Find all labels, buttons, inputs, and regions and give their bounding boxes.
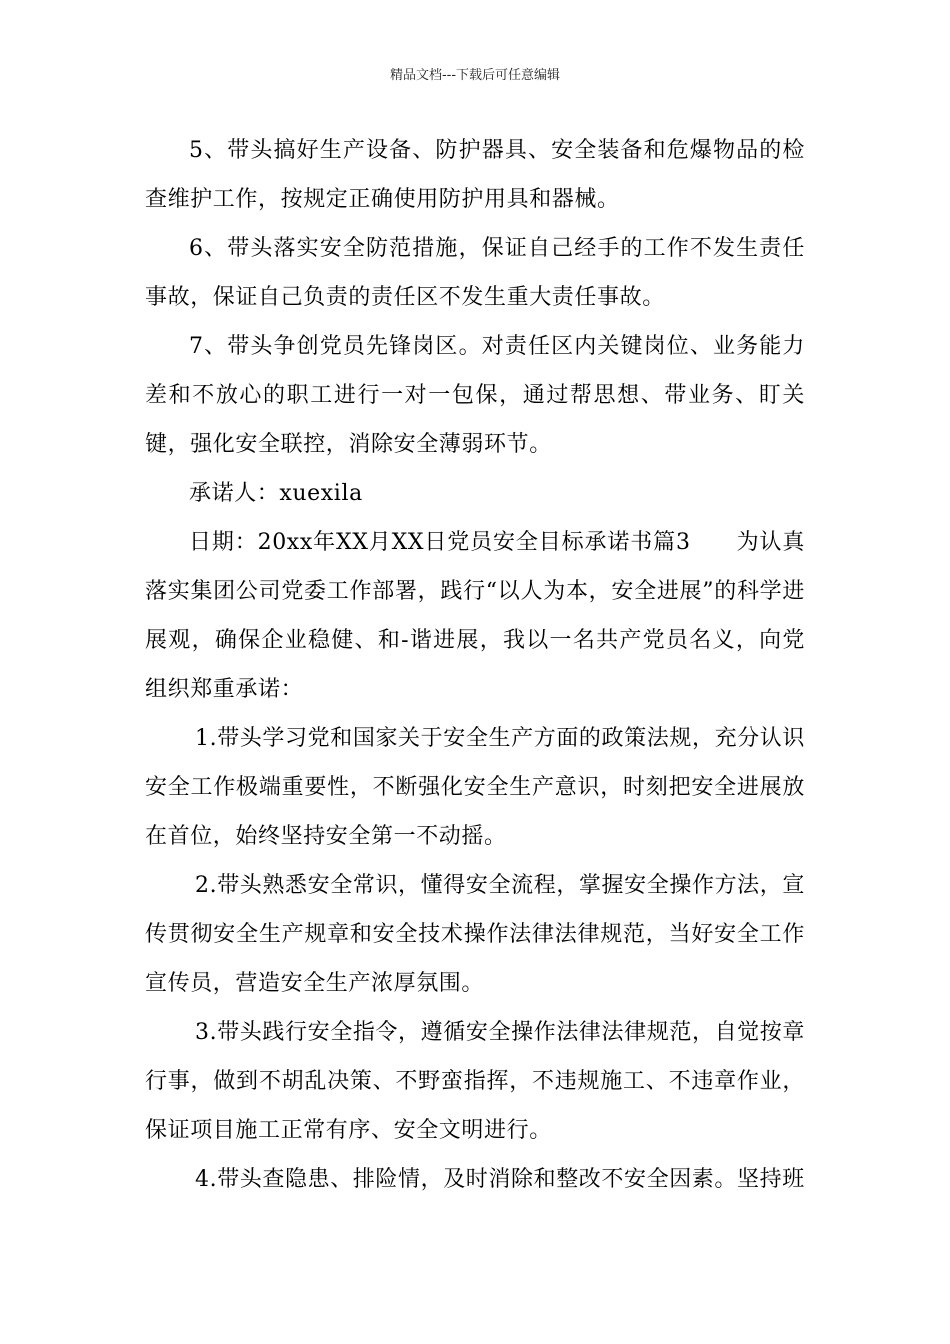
paragraph: 3.带头践行安全指令，遵循安全操作法律法律规范，自觉按章行事，做到不胡乱决策、不野蛮指挥，不违规施工、不违章作业，保证项目施工正常有序、安全文明进行。	[145, 1020, 805, 1143]
paragraph: 6、带头落实安全防范措施，保证自己经手的工作不发生责任事故，保证自己负责的责任区不发生重大责任事故。	[145, 236, 805, 310]
paragraph: 1.带头学习党和国家关于安全生产方面的政策法规，充分认识安全工作极端重要性，不断强化安全生产意识，时刻把安全进展放在首位，始终坚持安全第一不动摇。	[145, 726, 805, 849]
paragraph: 4.带头查隐患、排险情，及时消除和整改不安全因素。坚持班	[195, 1167, 805, 1192]
page-header: 精品文档---下载后可任意编辑	[389, 68, 561, 83]
paragraph: 7、带头争创党员先锋岗区。对责任区内关键岗位、业务能力差和不放心的职工进行一对一包保，通过帮思想、带业务、盯关键，强化安全联控，消除安全薄弱环节。	[145, 334, 805, 457]
paragraph: 日期：20xx年XX月XX日党员安全目标承诺书篇3 为认真落实集团公司党委工作部署，践行“以人为本，安全进展”的科学进展观，确保企业稳健、和-谐进展，我以一名共产党员名义，向党组织郑重承诺：	[145, 530, 805, 702]
paragraph: 承诺人：xuexila	[189, 481, 363, 506]
paragraph: 5、带头搞好生产设备、防护器具、安全装备和危爆物品的检查维护工作，按规定正确使用防护用具和器械。	[145, 138, 805, 212]
document-body	[145, 126, 805, 1204]
paragraph: 2.带头熟悉安全常识，懂得安全流程，掌握安全操作方法，宣传贯彻安全生产规章和安全技术操作法律法律规范，当好安全工作宣传员，营造安全生产浓厚氛围。	[145, 873, 805, 996]
